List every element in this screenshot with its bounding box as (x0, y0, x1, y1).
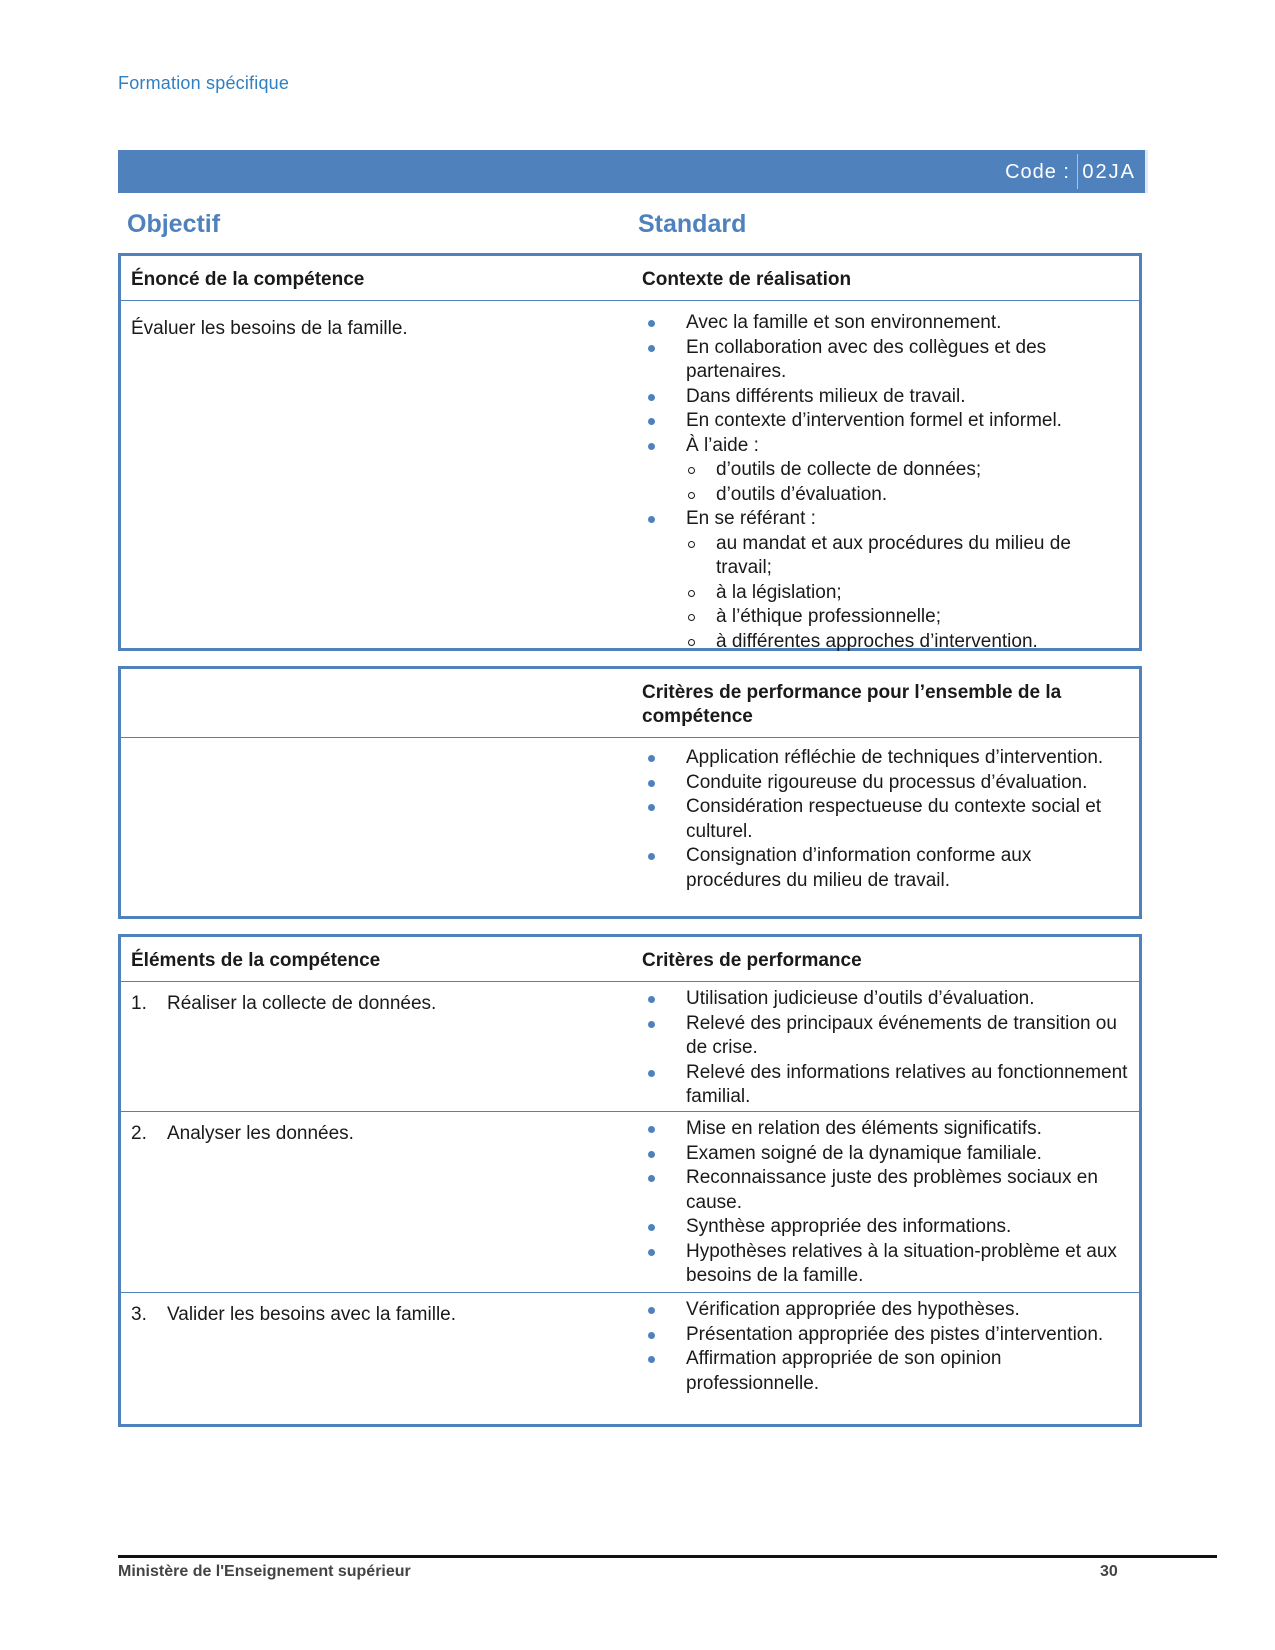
criteria-list (642, 987, 1129, 1110)
list-item: Application réfléchie de techniques d’intervention. (642, 746, 1129, 771)
list-item: En contexte d’intervention formel et informel. (642, 409, 1129, 434)
list-item: Présentation appropriée des pistes d’intervention. (642, 1323, 1129, 1348)
criteria-heading: Critères de performance (642, 950, 862, 971)
sub-list-item: d’outils de collecte de données; (686, 458, 1129, 483)
code-bar (118, 150, 1148, 193)
page-number: 30 (1100, 1563, 1118, 1580)
empty-cell (121, 738, 632, 893)
element-label: Réaliser la collecte de données. (167, 993, 437, 1014)
table-row (121, 1111, 1139, 1292)
sub-list-item: à la législation; (686, 581, 1129, 606)
list-item: Consignation d’information conforme aux procédures du milieu de travail. (642, 844, 1129, 893)
column-heading-standard: Standard (638, 210, 747, 238)
code-label: Code : (1005, 161, 1070, 183)
sub-list-item: à différentes approches d’intervention. (686, 630, 1129, 655)
competence-context-table (118, 253, 1142, 651)
code-bar-edge (1145, 150, 1148, 193)
list-item-label: En se référant : (686, 508, 816, 529)
table-row (121, 982, 1139, 1111)
list-item: Relevé des principaux événements de transition ou de crise. (642, 1012, 1129, 1061)
overall-criteria-heading: Critères de performance pour l’ensemble de la compétence (642, 682, 1062, 727)
table-row (121, 1292, 1139, 1396)
list-item: Avec la famille et son environnement. (642, 311, 1129, 336)
list-item: Relevé des informations relatives au fonctionnement familial. (642, 1061, 1129, 1110)
element-cell (121, 1293, 632, 1396)
list-item: En collaboration avec des collègues et des partenaires. (642, 336, 1129, 385)
list-item-label: À l’aide : (686, 434, 759, 456)
sub-list-item: au mandat et aux procédures du milieu de travail; (686, 532, 1129, 581)
element-number: 1. (131, 993, 147, 1014)
list-item: Conduite rigoureuse du processus d’évaluation. (642, 771, 1129, 796)
sub-list (686, 532, 1129, 655)
list-item: Vérification appropriée des hypothèses. (642, 1298, 1129, 1323)
list-item: Considération respectueuse du contexte social et culturel. (642, 795, 1129, 844)
overall-criteria-table (118, 666, 1142, 919)
criteria-list (642, 1298, 1129, 1396)
footer-ministry: Ministère de l'Enseignement supérieur (118, 1563, 411, 1580)
list-item: Reconnaissance juste des problèmes sociaux en cause. (642, 1166, 1129, 1215)
criteria-list (642, 1117, 1129, 1289)
sub-list (686, 458, 1129, 507)
empty-heading-cell (121, 669, 632, 737)
element-label: Analyser les données. (167, 1123, 354, 1144)
list-item: Synthèse appropriée des informations. (642, 1215, 1129, 1240)
table-row (121, 301, 1139, 654)
criteria-cell (632, 982, 1139, 1111)
table-header-row (121, 669, 1139, 738)
running-header: Formation spécifique (118, 73, 290, 93)
list-item (642, 434, 1129, 508)
list-item: Dans différents milieux de travail. (642, 385, 1129, 410)
list-item (642, 507, 1129, 654)
element-cell (121, 982, 632, 1111)
column-heading-objectif: Objectif (127, 210, 221, 238)
elements-table (118, 934, 1142, 1427)
context-list-cell (632, 301, 1139, 654)
context-list (642, 311, 1129, 654)
enonce-heading: Énoncé de la compétence (131, 269, 365, 290)
footer-rule (118, 1555, 1217, 1558)
criteria-cell (632, 1112, 1139, 1292)
sub-list-item: d’outils d’évaluation. (686, 483, 1129, 508)
element-number: 3. (131, 1304, 147, 1325)
list-item: Examen soigné de la dynamique familiale. (642, 1142, 1129, 1167)
table-header-row (121, 937, 1139, 982)
overall-criteria-cell (632, 738, 1139, 893)
overall-criteria-list (642, 746, 1129, 893)
list-item: Utilisation judicieuse d’outils d’évaluation. (642, 987, 1129, 1012)
element-label: Valider les besoins avec la famille. (167, 1304, 457, 1325)
table-row (121, 738, 1139, 893)
element-number: 2. (131, 1123, 147, 1144)
code-value: 02JA (1082, 161, 1136, 183)
list-item: Hypothèses relatives à la situation-problème et aux besoins de la famille. (642, 1240, 1129, 1289)
list-item: Mise en relation des éléments significatifs. (642, 1117, 1129, 1142)
criteria-cell (632, 1293, 1139, 1396)
list-item: Affirmation appropriée de son opinion professionnelle. (642, 1347, 1129, 1396)
element-cell (121, 1112, 632, 1292)
code-divider (1077, 154, 1078, 189)
competence-statement: Évaluer les besoins de la famille. (131, 318, 408, 339)
contexte-heading: Contexte de réalisation (642, 269, 852, 290)
elements-heading: Éléments de la compétence (131, 950, 381, 971)
sub-list-item: à l’éthique professionnelle; (686, 605, 1129, 630)
table-header-row (121, 256, 1139, 301)
